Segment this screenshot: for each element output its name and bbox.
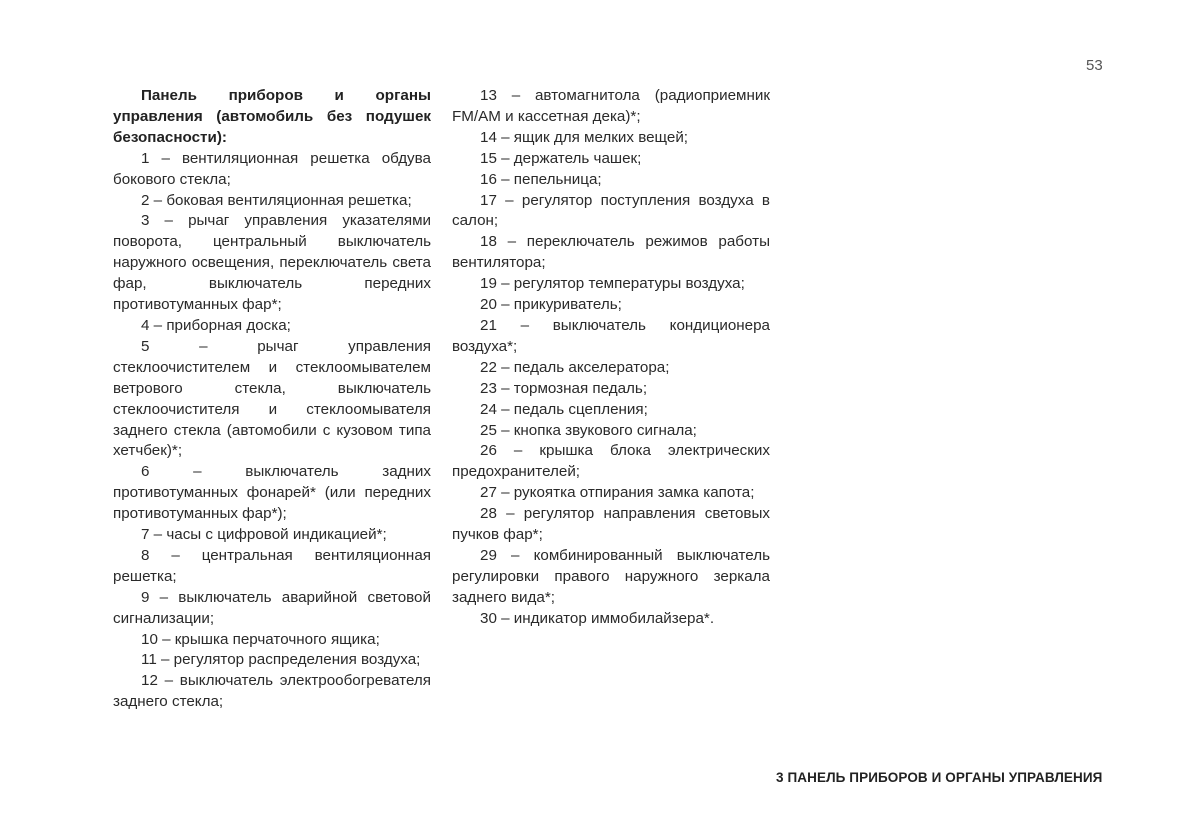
list-item: 15 – держатель чашек; [480, 149, 642, 167]
list-item: 21 – выключатель кондиционера воздуха*; [452, 316, 770, 355]
list-item: 2 – боковая вентиляционная решетка; [141, 191, 412, 209]
list-item: 23 – тормозная педаль; [480, 379, 648, 397]
list-item: 17 – регулятор поступления воздуха в салон; [452, 191, 770, 230]
list-item: 14 – ящик для мелких вещей; [480, 128, 689, 146]
list-item: 9 – выключатель аварийной световой сигнализации; [113, 588, 431, 627]
list-item: 22 – педаль акселератора; [480, 358, 670, 376]
list-item: 13 – автомагнитола (радиоприемник FM/AM и кассетная дека)*; [452, 87, 770, 125]
left-column [113, 86, 431, 713]
list-item: 4 – приборная доска; [141, 316, 291, 334]
list-item: 24 – педаль сцепления; [480, 400, 648, 418]
list-item: 3 – рычаг управления указателями поворота, центральный выключатель наружного освещения, переключатель света фар, выключатель передних противотуманных фар*; [113, 212, 431, 314]
list-item: 27 – рукоятка отпирания замка капота; [480, 484, 755, 502]
list-item: 11 – регулятор распределения воздуха; [141, 651, 421, 669]
list-item: 28 – регулятор направления световых пучков фар*; [452, 505, 770, 544]
list-item: 30 – индикатор иммобилайзера*. [480, 609, 715, 627]
list-item: 8 – центральная вентиляционная решетка; [113, 546, 431, 585]
list-item: 16 – пепельница; [480, 170, 602, 188]
page-number: 53 [1086, 57, 1103, 74]
list-item: 25 – кнопка звукового сигнала; [480, 421, 697, 439]
list-item: 20 – прикуриватель; [480, 296, 622, 314]
list-item: 6 – выключатель задних противотуманных фонарей* (или передних противотуманных фар*); [113, 463, 431, 523]
list-item: 19 – регулятор температуры воздуха; [480, 275, 745, 293]
list-item: 1 – вентиляционная решетка обдува бокового стекла; [113, 149, 431, 188]
list-item: 18 – переключатель режимов работы вентилятора; [452, 233, 770, 272]
list-item: 29 – комбинированный выключатель регулировки правого наружного зеркала заднего вида*; [452, 546, 770, 606]
list-item: 12 – выключатель электрообогревателя заднего стекла; [113, 672, 431, 711]
list-item: 5 – рычаг управления стеклоочистителем и стеклоомывателем ветрового стекла, выключатель стеклоочистителя и стеклоомывателя заднего стекла (автомобили с кузовом типа хетчбек)*; [113, 337, 431, 460]
list-item: 10 – крышка перчаточного ящика; [141, 630, 380, 648]
list-item: 26 – крышка блока электрических предохранителей; [452, 442, 770, 481]
list-item: 7 – часы с цифровой индикацией*; [141, 526, 387, 544]
chapter-footer-title: 3 ПАНЕЛЬ ПРИБОРОВ И ОРГАНЫ УПРАВЛЕНИЯ [776, 770, 1103, 785]
section-heading: Панель приборов и органы управления (автомобиль без подушек безопасности): [113, 87, 431, 146]
right-column [452, 86, 770, 630]
